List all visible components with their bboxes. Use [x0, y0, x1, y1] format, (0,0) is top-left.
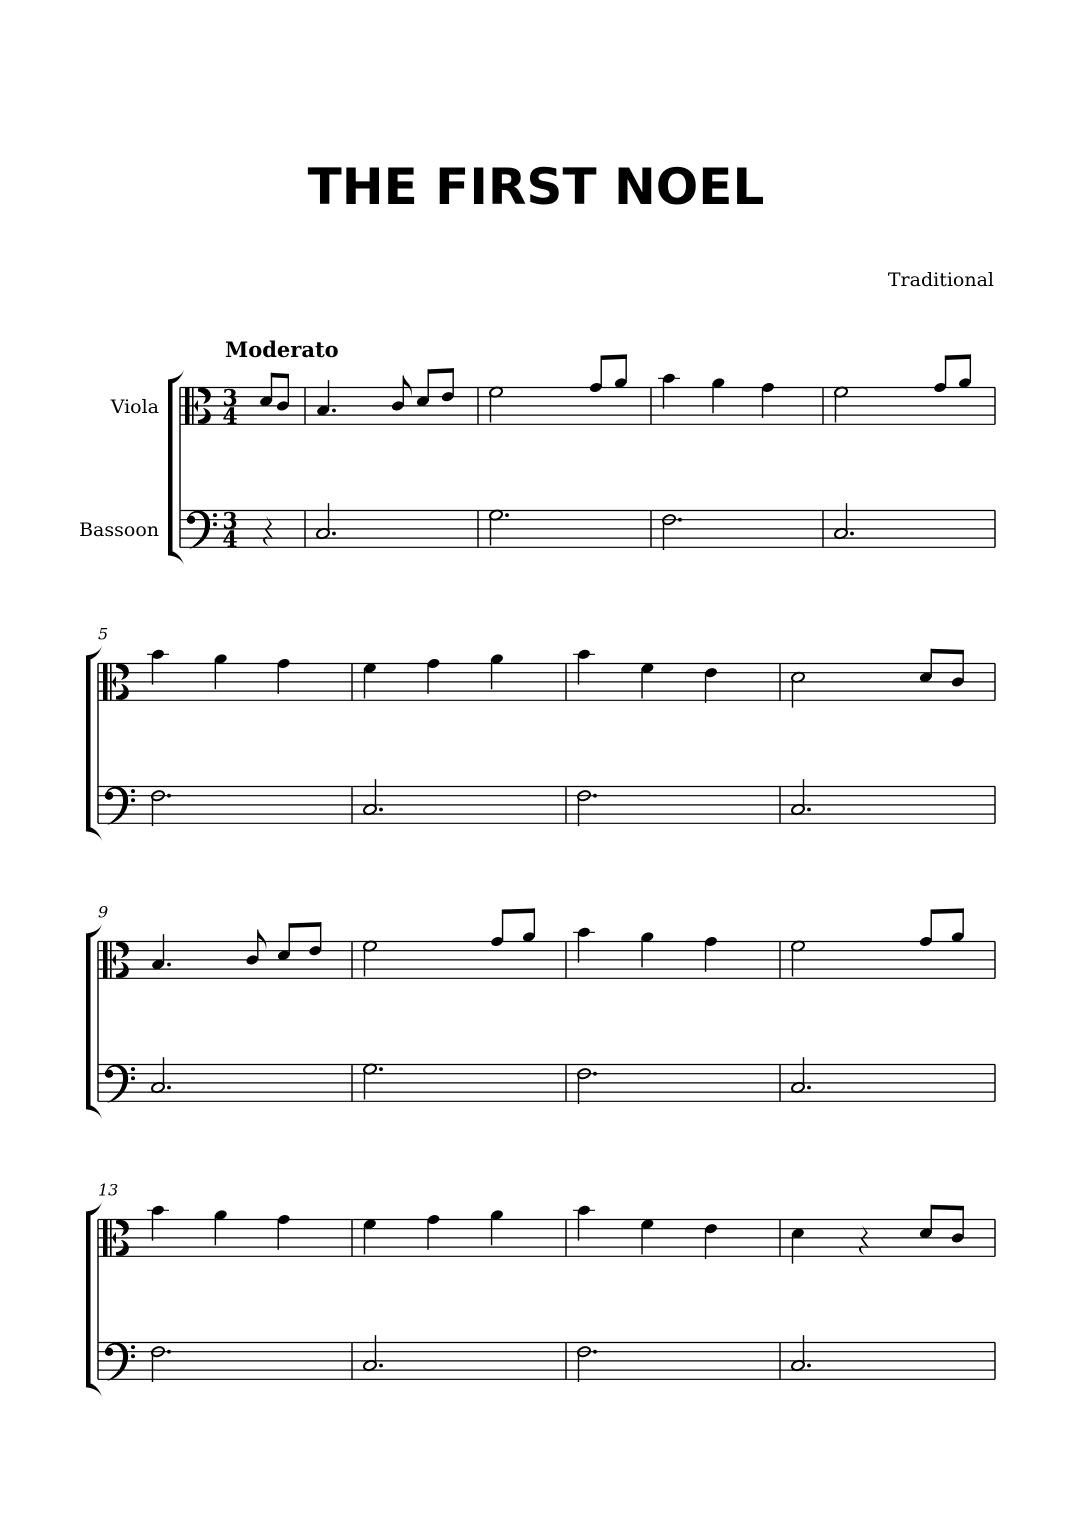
time-signature [222, 385, 237, 429]
quarter-rest [263, 516, 273, 546]
composer-credit: Traditional [887, 269, 994, 291]
beam [931, 649, 964, 655]
quarter-rest [859, 1225, 869, 1255]
beam [428, 368, 454, 374]
bass-clef-icon [105, 1065, 135, 1104]
augmentation-dot [379, 1067, 383, 1071]
instrument-label-bassoon: Bassoon [79, 518, 159, 541]
group-bracket [86, 924, 102, 1120]
time-signature-numerator: 3 [222, 385, 238, 412]
system-4 [86, 1181, 995, 1398]
beam [931, 1205, 964, 1211]
tempo-marking: Moderato [225, 337, 339, 362]
group-bracket [86, 646, 102, 842]
augmentation-dot [167, 1086, 171, 1090]
beam [502, 908, 535, 914]
time-signature-denominator: 4 [222, 526, 238, 553]
measure-number: 13 [98, 1180, 119, 1200]
beam [289, 922, 322, 928]
augmentation-dot [379, 808, 383, 812]
beam [601, 354, 627, 360]
score-systems [79, 354, 995, 1397]
group-bracket [86, 1202, 102, 1398]
augmentation-dot [593, 794, 597, 798]
group-bracket [168, 370, 184, 566]
augmentation-dot [167, 1350, 171, 1354]
measure-number: 9 [98, 902, 109, 922]
augmentation-dot [379, 1364, 383, 1368]
augmentation-dot [593, 1072, 597, 1076]
augmentation-dot [505, 513, 509, 517]
beam [271, 373, 289, 379]
system-1 [79, 354, 995, 565]
bass-clef-icon [187, 511, 217, 550]
system-3 [86, 903, 995, 1120]
augmentation-dot [678, 518, 682, 522]
note-flag [403, 376, 412, 397]
beam [931, 908, 964, 914]
augmentation-dot [593, 1350, 597, 1354]
augmentation-dot [850, 532, 854, 536]
beam [945, 354, 971, 360]
augmentation-dot [807, 808, 811, 812]
score-title: THE FIRST NOEL [307, 158, 765, 216]
augmentation-dot [807, 1364, 811, 1368]
augmentation-dot [167, 794, 171, 798]
measure-number: 5 [98, 624, 109, 644]
note-flag [258, 930, 267, 951]
augmentation-dot [167, 963, 171, 967]
system-2 [86, 625, 995, 842]
augmentation-dot [332, 409, 336, 413]
time-signature-numerator: 3 [222, 508, 238, 535]
instrument-label-viola: Viola [110, 395, 159, 418]
bass-clef-icon [105, 787, 135, 826]
augmentation-dot [332, 532, 336, 536]
bass-clef-icon [105, 1343, 135, 1382]
augmentation-dot [807, 1086, 811, 1090]
time-signature-denominator: 4 [222, 403, 238, 430]
time-signature [222, 508, 237, 552]
